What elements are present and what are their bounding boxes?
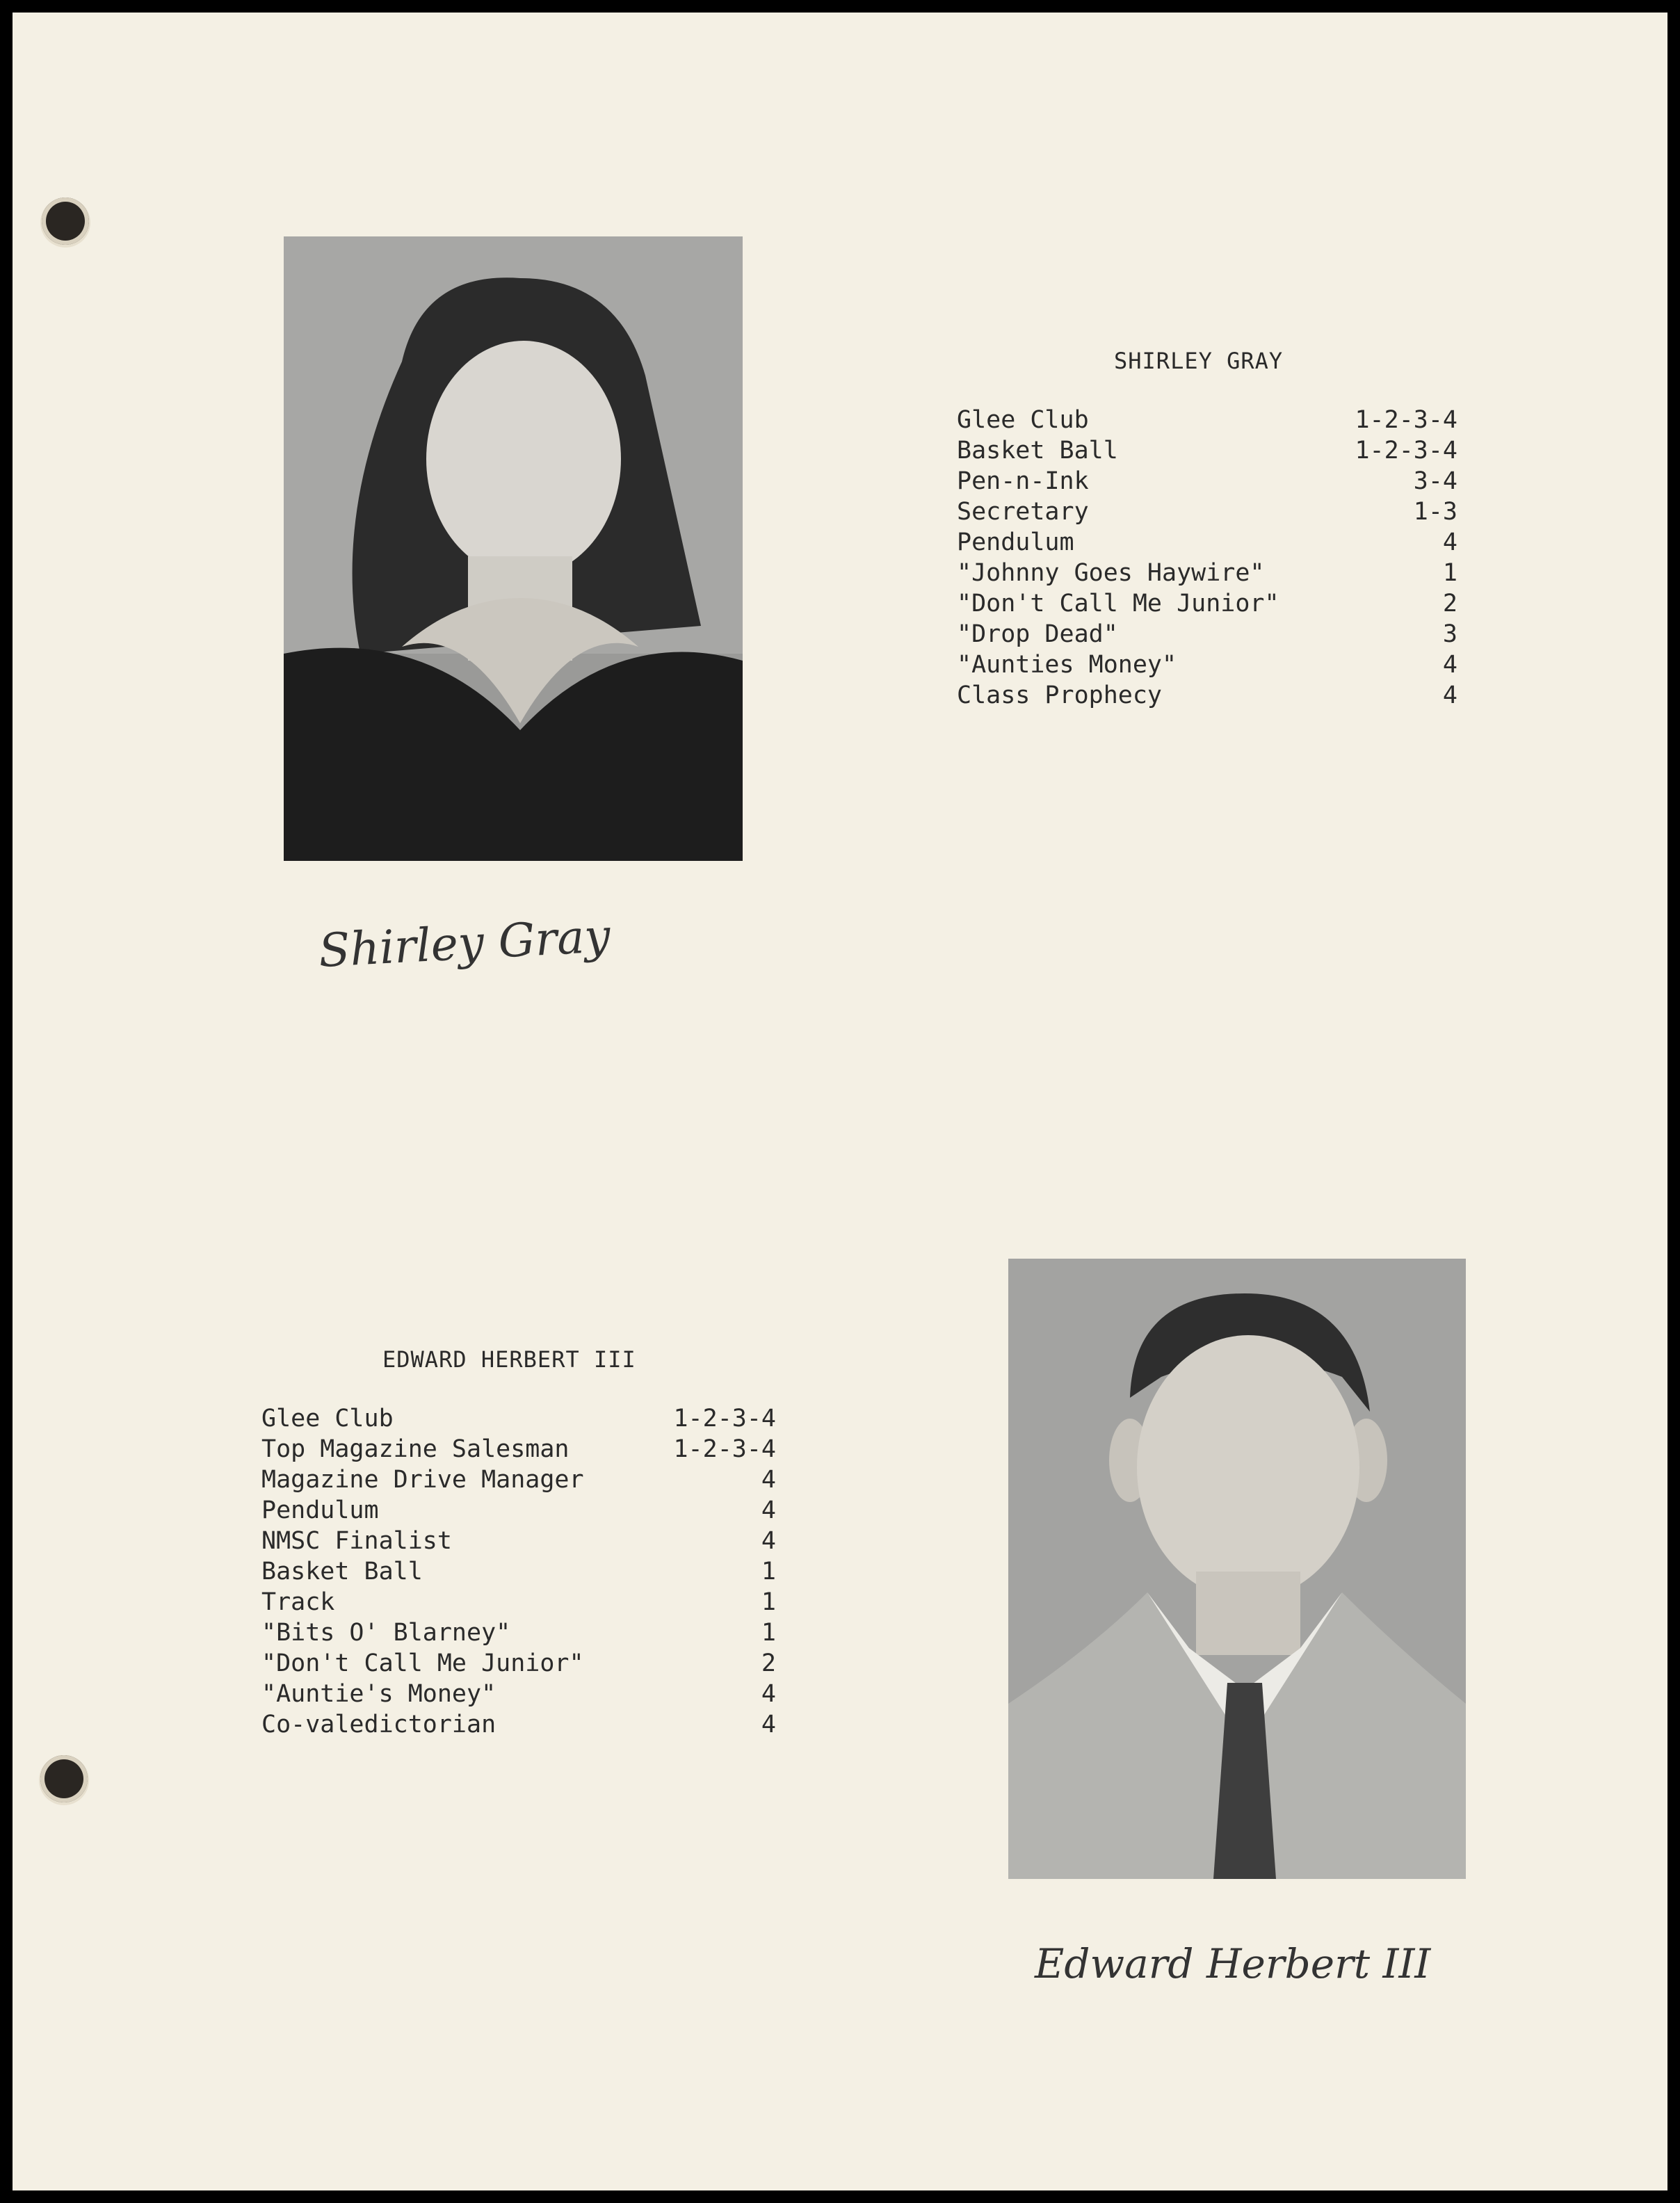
activity-years: 3: [1442, 620, 1457, 648]
list-item: [957, 649, 1457, 680]
list-item: [261, 1526, 776, 1556]
activity-name: Class Prophecy: [957, 681, 1163, 709]
list-item: [957, 680, 1457, 711]
activity-name: Top Magazine Salesman: [261, 1435, 570, 1463]
activity-name: Glee Club: [261, 1405, 394, 1433]
list-item: [957, 558, 1457, 588]
yearbook-page: [13, 13, 1667, 2190]
list-item: [957, 435, 1457, 466]
activity-name: Pendulum: [261, 1496, 379, 1524]
activity-years: 1-2-3-4: [673, 1405, 776, 1433]
activity-years: 1-2-3-4: [1355, 437, 1457, 465]
list-item: [957, 588, 1457, 619]
list-item: [261, 1648, 776, 1679]
list-item: [957, 466, 1457, 497]
activity-name: Magazine Drive Manager: [261, 1466, 584, 1494]
binder-hole-bottom: [40, 1755, 88, 1802]
activity-years: 4: [1442, 528, 1457, 556]
binder-hole-top: [42, 197, 89, 245]
activity-years: 4: [761, 1711, 776, 1738]
list-item: [261, 1617, 776, 1648]
activity-years: 1-2-3-4: [1355, 406, 1457, 434]
activity-years: 1-3: [1413, 498, 1457, 526]
activity-name: Co-valedictorian: [261, 1711, 496, 1738]
list-item: [261, 1679, 776, 1709]
activity-years: 1: [761, 1588, 776, 1616]
list-item: [261, 1434, 776, 1464]
activity-name: "Don't Call Me Junior": [957, 590, 1279, 618]
activities-list: [261, 1403, 776, 1740]
portrait-photo-shirley: [284, 236, 743, 861]
list-item: [261, 1709, 776, 1740]
activity-years: 2: [761, 1649, 776, 1677]
activity-name: Track: [261, 1588, 335, 1616]
activity-name: Secretary: [957, 498, 1089, 526]
student-name-heading: SHIRLEY GRAY: [1114, 348, 1284, 374]
activity-years: 3-4: [1413, 467, 1457, 495]
activity-name: Basket Ball: [957, 437, 1118, 465]
activity-years: 1: [761, 1619, 776, 1647]
activity-years: 4: [1442, 651, 1457, 679]
activity-years: 4: [761, 1527, 776, 1555]
activity-name: "Drop Dead": [957, 620, 1118, 648]
activity-name: "Aunties Money": [957, 651, 1177, 679]
activity-years: 1-2-3-4: [673, 1435, 776, 1463]
activity-name: "Auntie's Money": [261, 1680, 496, 1708]
activity-name: Pendulum: [957, 528, 1074, 556]
activity-name: Pen-n-Ink: [957, 467, 1089, 495]
activity-name: "Don't Call Me Junior": [261, 1649, 584, 1677]
activity-years: 4: [1442, 681, 1457, 709]
activity-years: 4: [761, 1496, 776, 1524]
activity-name: "Bits O' Blarney": [261, 1619, 511, 1647]
activity-years: 4: [761, 1680, 776, 1708]
activity-name: NMSC Finalist: [261, 1527, 452, 1555]
activities-list: [957, 405, 1457, 711]
portrait-photo-edward: [1008, 1259, 1466, 1879]
activity-name: Glee Club: [957, 406, 1089, 434]
activity-years: 1: [761, 1558, 776, 1585]
signature-text: Edward Herbert III: [1035, 1940, 1431, 1987]
list-item: [261, 1556, 776, 1587]
activity-years: 1: [1442, 559, 1457, 587]
signature-edward: [1035, 1940, 1430, 1987]
activity-name: "Johnny Goes Haywire": [957, 559, 1265, 587]
activity-years: 2: [1442, 590, 1457, 618]
activity-years: 4: [761, 1466, 776, 1494]
list-item: [957, 527, 1457, 558]
signature-shirley: [317, 909, 611, 978]
list-item: [261, 1587, 776, 1617]
list-item: [957, 497, 1457, 527]
list-item: [957, 619, 1457, 649]
list-item: [261, 1495, 776, 1526]
list-item: [957, 405, 1457, 435]
list-item: [261, 1464, 776, 1495]
student-name-heading: EDWARD HERBERT III: [382, 1346, 636, 1373]
signature-text: Shirley Gray: [317, 909, 612, 978]
activity-name: Basket Ball: [261, 1558, 423, 1585]
list-item: [261, 1403, 776, 1434]
